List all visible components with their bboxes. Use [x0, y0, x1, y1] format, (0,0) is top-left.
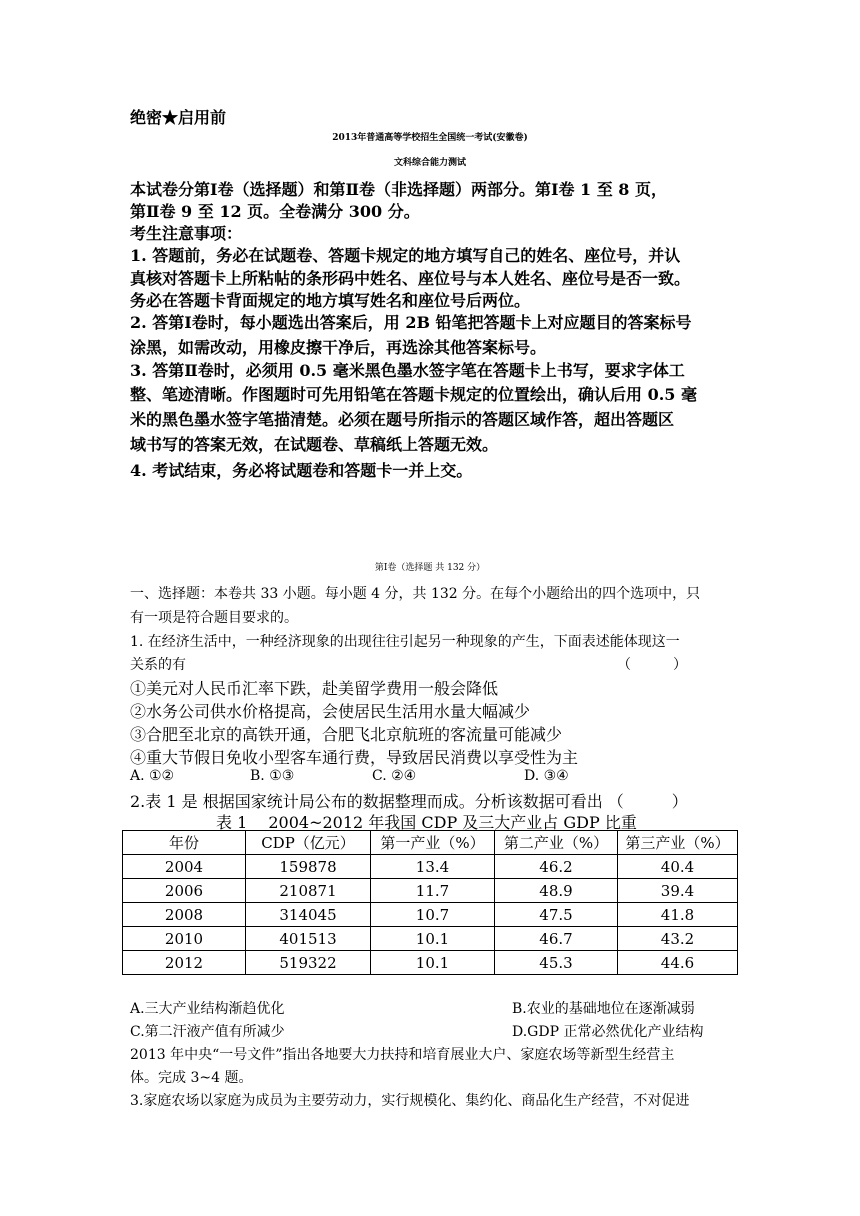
table-cell: 44.6	[618, 951, 738, 975]
q1-answer-parentheses: （ ）	[617, 657, 687, 673]
part-1-heading: 第Ⅰ卷（选择题 共 132 分）	[374, 563, 486, 573]
q1-statement-2: ②水务公司供水价格提高，会使居民生活用水量大幅减少	[130, 702, 531, 721]
table-cell: 46.2	[495, 855, 618, 879]
q3-context-line-2: 体。完成 3~4 题。	[130, 1070, 253, 1086]
table-cell: 519322	[246, 951, 371, 975]
table-cell: 10.7	[371, 903, 495, 927]
notice-4-line-1: 4. 考试结束，务必将试题卷和答题卡一并上交。	[130, 461, 473, 480]
q1-statement-4: ④重大节假日免收小型客车通行费，导致居民消费以享受性为主	[130, 748, 579, 767]
table-cell: 48.9	[495, 879, 618, 903]
notice-2-line-2: 涂黑，如需改动，用橡皮擦干净后，再选涂其他答案标号。	[130, 338, 547, 357]
table-header-row	[123, 831, 738, 855]
table-cell: 2010	[123, 927, 246, 951]
notice-heading: 考生注意事项：	[130, 224, 243, 243]
table-cell: 11.7	[371, 879, 495, 903]
intro-line-2: 第Ⅱ卷 9 至 12 页。全卷满分 300 分。	[130, 202, 420, 221]
q3-context-line-1: 2013 年中央“一号文件”指出各地要大力扶持和培育展业大户、家庭农场等新型生经营主	[130, 1047, 675, 1063]
notice-3-line-4: 域书写的答案无效，在试题卷、草稿纸上答题无效。	[130, 435, 499, 454]
table-header-cell: 第一产业（%）	[371, 831, 495, 855]
q1-statement-3: ③合肥至北京的高铁开通，合肥飞北京航班的客流量可能减少	[130, 725, 563, 744]
q1-stem-line-1: 1. 在经济生活中，一种经济现象的出现往往引起另一种现象的产生，下面表述能体现这一	[130, 634, 680, 650]
q2-choice-b: B.农业的基础地位在逐渐减弱	[512, 1001, 695, 1017]
notice-3-line-3: 米的黑色墨水签字笔描清楚。必须在题号所指示的答题区域作答，超出答题区	[130, 410, 675, 429]
q1-choice-a: A. ①②	[130, 768, 175, 784]
notice-1-line-1: 1. 答题前，务必在试题卷、答题卡规定的地方填写自己的姓名、座位号，并认	[130, 246, 681, 265]
notice-3-line-1: 3. 答第Ⅱ卷时，必须用 0.5 毫米黑色墨水签字笔在答题卡上书写，要求字体工	[130, 361, 685, 380]
table-cell: 2012	[123, 951, 246, 975]
notice-2-line-1: 2. 答第Ⅰ卷时，每小题选出答案后，用 2B 铅笔把答题卡上对应题目的答案标号	[130, 313, 692, 332]
table-cell: 13.4	[371, 855, 495, 879]
table-cell: 10.1	[371, 927, 495, 951]
q2-table-caption: 表 1 2004~2012 年我国 CDP 及三大产业占 GDP 比重	[216, 813, 637, 832]
exam-subtitle: 文科综合能力测试	[393, 158, 466, 168]
table-row	[123, 951, 738, 975]
q1-statement-1: ①美元对人民币汇率下跌，赴美留学费用一般会降低	[130, 679, 499, 698]
q1-choice-c: C. ②④	[372, 768, 417, 784]
table-row	[123, 927, 738, 951]
table-cell: 40.4	[618, 855, 738, 879]
table-cell: 45.3	[495, 951, 618, 975]
table-header-cell: 第三产业（%）	[618, 831, 738, 855]
table-cell: 39.4	[618, 879, 738, 903]
table-cell: 314045	[246, 903, 371, 927]
table-cell: 2004	[123, 855, 246, 879]
q1-stem-line-2: 关系的有	[130, 657, 186, 673]
table-row	[123, 855, 738, 879]
table-row	[123, 879, 738, 903]
notice-3-line-2: 整、笔迹清晰。作图题时可先用铅笔在答题卡规定的位置绘出，确认后用 0.5 毫	[130, 385, 697, 404]
table-cell: 210871	[246, 879, 371, 903]
table-cell: 47.5	[495, 903, 618, 927]
q2-stem: 2.表 1 是 根据国家统计局公布的数据整理而成。分析该数据可看出 （ ）	[130, 792, 688, 811]
table-header-cell: 第二产业（%）	[495, 831, 618, 855]
notice-1-line-2: 真核对答题卡上所粘帖的条形码中姓名、座位号与本人姓名、座位号是否一致。	[130, 269, 691, 288]
q2-choice-d: D.GDP 正常必然优化产业结构	[512, 1024, 704, 1040]
table-header-cell: CDP（亿元）	[246, 831, 371, 855]
table-row	[123, 903, 738, 927]
intro-line-1: 本试卷分第Ⅰ卷（选择题）和第Ⅱ卷（非选择题）两部分。第Ⅰ卷 1 至 8 页，	[130, 180, 668, 199]
table-cell: 41.8	[618, 903, 738, 927]
q3-stem-line-1: 3.家庭农场以家庭为成员为主要劳动力，实行规模化、集约化、商品化生产经营，不对促进	[130, 1093, 690, 1109]
table-cell: 10.1	[371, 951, 495, 975]
table-cell: 46.7	[495, 927, 618, 951]
q2-choice-c: C.第二汗液产值有所减少	[130, 1024, 285, 1040]
table-cell: 2008	[123, 903, 246, 927]
notice-1-line-3: 务必在答题卡背面规定的地方填写姓名和座位号后两位。	[130, 291, 531, 310]
part-1-instructions-line-2: 有一项是符合题目要求的。	[130, 610, 298, 626]
part-1-instructions-line-1: 一、选择题：本卷共 33 小题。每小题 4 分，共 132 分。在每个小题给出的四个选项中，只	[130, 586, 701, 602]
exam-title: 2013年普通高等学校招生全国统一考试(安徽卷)	[332, 133, 528, 143]
q2-choice-a: A.三大产业结构渐趋优化	[130, 1001, 285, 1017]
table-cell: 2006	[123, 879, 246, 903]
q1-choice-d: D. ③④	[524, 768, 569, 784]
table-cell: 43.2	[618, 927, 738, 951]
table-cell: 159878	[246, 855, 371, 879]
gdp-table	[122, 830, 738, 975]
table-header-cell: 年份	[123, 831, 246, 855]
table-cell: 401513	[246, 927, 371, 951]
q1-choice-b: B. ①③	[250, 768, 295, 784]
secret-label: 绝密★启用前	[130, 108, 227, 127]
